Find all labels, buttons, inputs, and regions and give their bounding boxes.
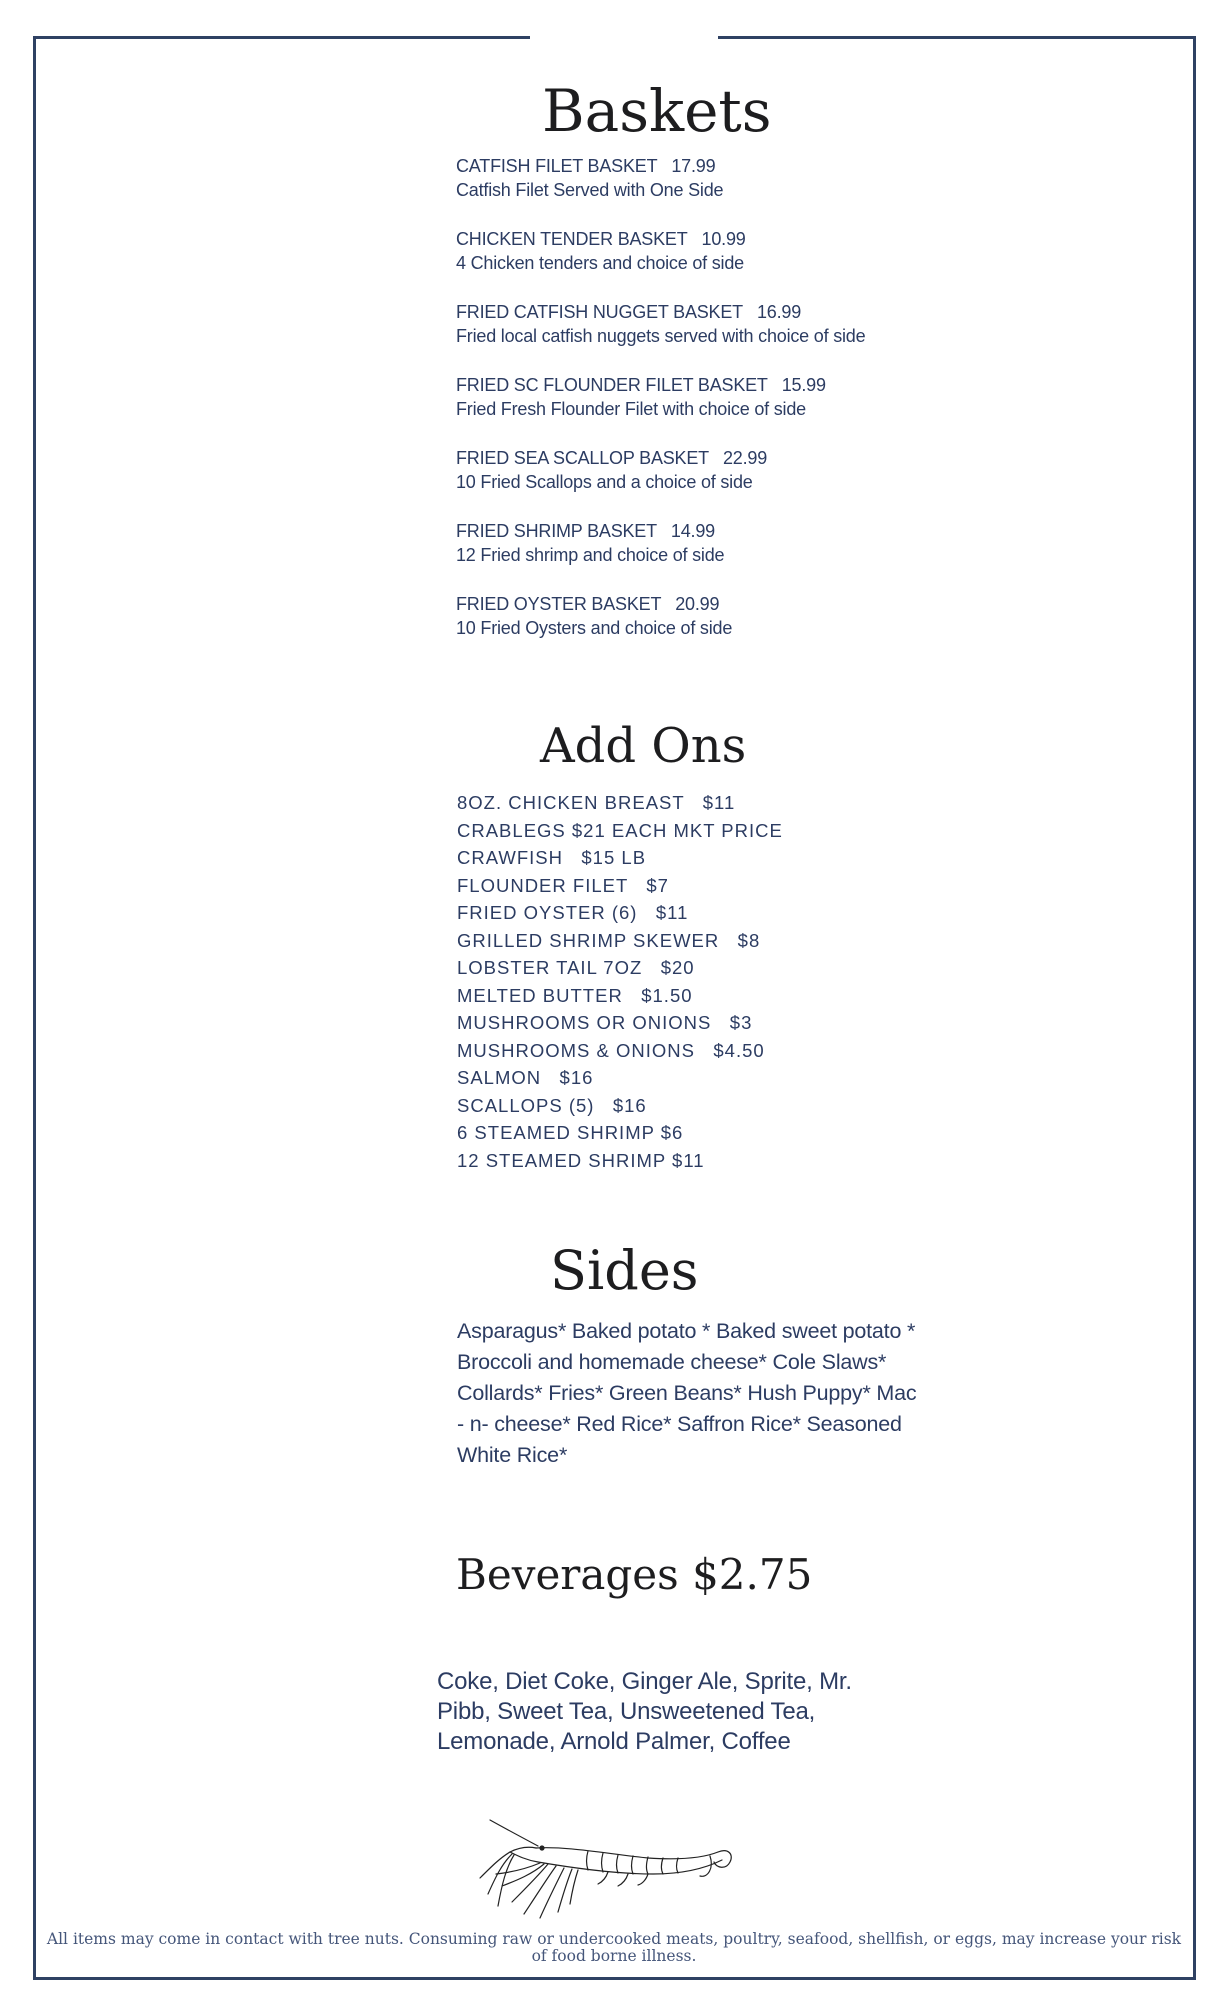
- basket-item: [456, 300, 876, 349]
- basket-name-text: FRIED OYSTER BASKET: [456, 594, 662, 614]
- addon-item: MUSHROOMS OR ONIONS $3: [457, 1012, 753, 1033]
- addon-item: SCALLOPS (5) $16: [457, 1094, 647, 1116]
- addon-item: MUSHROOMS & ONIONS $4.50: [457, 1039, 765, 1061]
- basket-item: [456, 592, 876, 641]
- shrimp-icon: [478, 1818, 734, 1922]
- addons-list: [457, 789, 877, 1174]
- disclaimer: All items may come in contact with tree nuts. Consuming raw or undercooked meats, poultry, seafood, shellfish, or eggs, may increase your risk of food borne illness.: [46, 1930, 1182, 1965]
- sides-title: Sides: [550, 1239, 699, 1302]
- frame-top-right: [718, 36, 1196, 39]
- basket-price: 10.99: [701, 229, 746, 249]
- addon-item: CRABLEGS $21 EACH MKT PRICE: [457, 819, 783, 841]
- basket-name: [456, 227, 876, 251]
- addon-item: 8OZ. CHICKEN BREAST $11: [457, 792, 736, 813]
- basket-name-text: FRIED CATFISH NUGGET BASKET: [456, 302, 743, 322]
- basket-description: Fried local catfish nuggets served with choice of side: [456, 326, 866, 346]
- frame-top-left: [33, 36, 530, 39]
- addon-item: SALMON $16: [457, 1067, 594, 1088]
- beverages-title: Beverages $2.75: [456, 1550, 813, 1599]
- basket-name: [456, 519, 876, 543]
- basket-name: [456, 373, 876, 397]
- addon-item: GRILLED SHRIMP SKEWER $8: [457, 929, 761, 951]
- basket-description: 10 Fried Scallops and a choice of side: [456, 472, 753, 492]
- baskets-list: [456, 154, 876, 665]
- basket-description: Fried Fresh Flounder Filet with choice of side: [456, 399, 806, 419]
- basket-name-text: CHICKEN TENDER BASKET: [456, 229, 688, 249]
- basket-item: [456, 519, 876, 568]
- addon-item: LOBSTER TAIL 7OZ $20: [457, 957, 695, 978]
- basket-name-text: FRIED SHRIMP BASKET: [456, 521, 657, 541]
- basket-item: [456, 373, 876, 422]
- basket-description: 12 Fried shrimp and choice of side: [456, 545, 725, 565]
- beverages-description: Coke, Diet Coke, Ginger Ale, Sprite, Mr. Pibb, Sweet Tea, Unsweetened Tea, Lemonade, Arnold Palmer, Coffee: [437, 1668, 852, 1755]
- basket-name: [456, 446, 876, 470]
- addon-item: FLOUNDER FILET $7: [457, 874, 669, 896]
- frame-left: [33, 36, 36, 1980]
- basket-price: 17.99: [671, 156, 716, 176]
- basket-price: 14.99: [670, 521, 715, 541]
- basket-name-text: CATFISH FILET BASKET: [456, 156, 658, 176]
- basket-name-text: FRIED SEA SCALLOP BASKET: [456, 448, 709, 468]
- basket-name-text: FRIED SC FLOUNDER FILET BASKET: [456, 375, 768, 395]
- addon-item: CRAWFISH $15 LB: [457, 847, 647, 868]
- basket-price: 15.99: [781, 375, 826, 395]
- addons-title: Add Ons: [540, 718, 747, 774]
- basket-price: 22.99: [722, 448, 768, 468]
- basket-name: [456, 592, 876, 616]
- basket-item: [456, 227, 876, 276]
- basket-description: 10 Fried Oysters and choice of side: [456, 618, 733, 638]
- basket-price: 16.99: [756, 302, 802, 322]
- addon-item: 12 STEAMED SHRIMP $11: [457, 1149, 705, 1171]
- basket-description: Catfish Filet Served with One Side: [456, 180, 724, 200]
- basket-price: 20.99: [675, 594, 720, 614]
- baskets-title: Baskets: [542, 77, 772, 145]
- addon-item: MELTED BUTTER $1.50: [457, 984, 693, 1006]
- addon-item: FRIED OYSTER (6) $11: [457, 902, 689, 923]
- basket-description: 4 Chicken tenders and choice of side: [456, 253, 744, 273]
- frame-bottom: [33, 1977, 1196, 1980]
- frame-right: [1193, 36, 1196, 1980]
- basket-name: [456, 154, 876, 178]
- basket-item: [456, 446, 876, 495]
- basket-item: [456, 154, 876, 203]
- sides-description: Asparagus* Baked potato * Baked sweet potato * Broccoli and homemade cheese* Cole Slaws* Collards* Fries* Green Beans* Hush Puppy* Mac - n- cheese* Red Rice* Saffron Rice* Seasoned White Rice*: [457, 1319, 917, 1467]
- addon-item: 6 STEAMED SHRIMP $6: [457, 1122, 684, 1143]
- basket-name: [456, 300, 876, 324]
